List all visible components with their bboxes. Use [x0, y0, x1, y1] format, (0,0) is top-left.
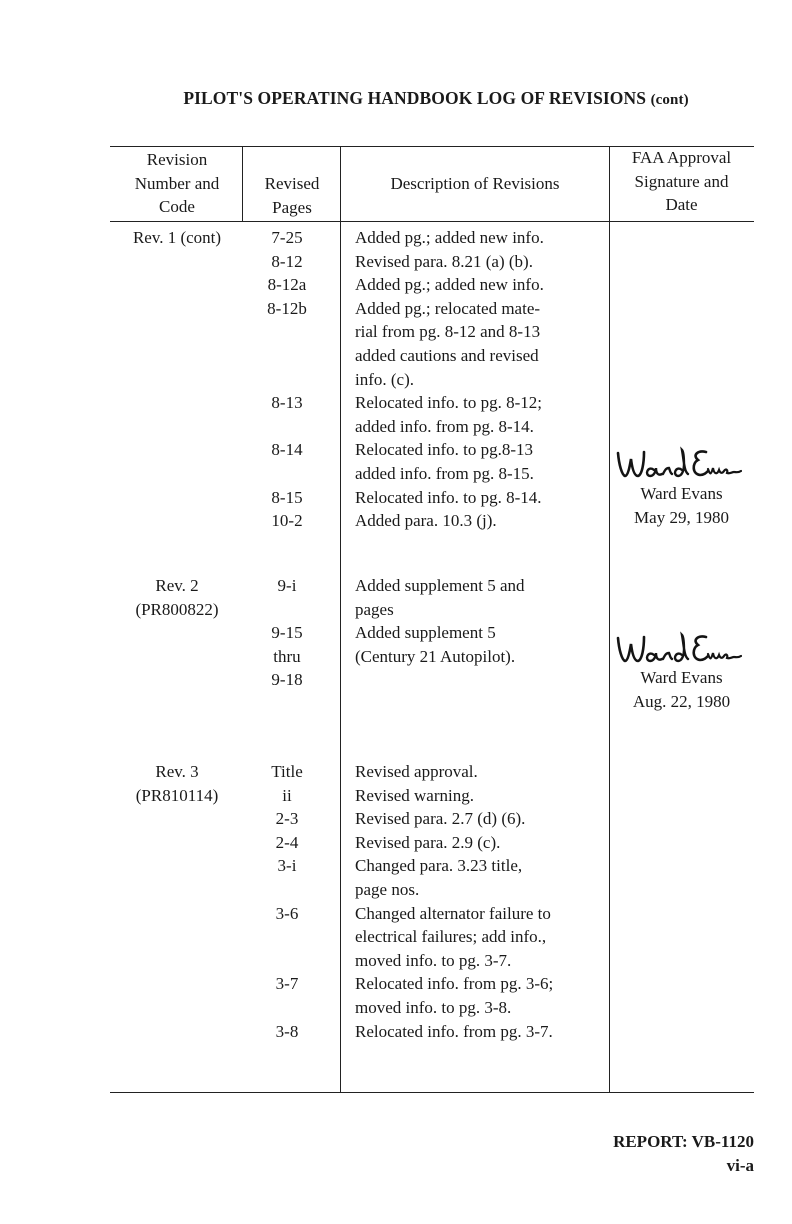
rev1-code-line: Rev. 1 (cont) — [132, 228, 222, 247]
approval-date: May 29, 1980 — [634, 507, 729, 527]
page-ref: 8-13 — [271, 393, 303, 413]
rev3-description — [355, 760, 605, 1043]
description-line: Added supplement 5 and — [355, 576, 525, 595]
page-ref: 7-25 — [271, 228, 303, 247]
header-pages — [242, 172, 342, 219]
description-line: Added pg.; relocated mate- — [355, 298, 541, 318]
description-line: Relocated info. to pg.8-13 — [355, 440, 533, 460]
rev1-pages — [242, 226, 332, 533]
page-ref: 8-14 — [271, 440, 303, 460]
page-ref: 9-i — [277, 576, 297, 595]
page-ref: 3-6 — [275, 903, 299, 923]
rev1-approval — [609, 482, 754, 529]
description-line: moved info. to pg. 3-8. — [355, 997, 512, 1017]
description-line: rial from pg. 8-12 and 8-13 — [355, 322, 541, 342]
description-line: Added supplement 5 — [355, 623, 496, 643]
approver-name: Ward Evans — [640, 668, 723, 687]
rev2-code — [110, 574, 244, 621]
rev3-code-line: Rev. 3 — [155, 762, 199, 781]
page-ref — [242, 368, 332, 392]
page-ref — [242, 415, 332, 439]
description-line: moved info. to pg. 3-7. — [355, 950, 512, 970]
page-ref: 9-15 — [271, 623, 303, 643]
signature-rev2 — [614, 628, 742, 668]
rev2-approval — [609, 666, 754, 713]
description-line: Revised warning. — [355, 785, 474, 805]
page-ref: 8-15 — [271, 487, 303, 507]
rev3-code — [110, 760, 244, 807]
description-line: Revised para. 2.9 (c). — [355, 832, 501, 852]
rev2-code-line: (PR800822) — [135, 599, 219, 619]
rev3-pages — [242, 760, 332, 1043]
page-ref: 8-12b — [267, 298, 307, 318]
header-description-line: Description of Revisions — [390, 174, 560, 193]
header-approval-line: FAA Approval — [631, 148, 732, 167]
description-line: added cautions and revised — [355, 345, 539, 365]
page-title — [0, 88, 792, 109]
page-ref — [242, 344, 332, 368]
header-approval-line: Signature and — [634, 171, 729, 191]
page-ref — [242, 320, 332, 344]
description-line: added info. from pg. 8-14. — [355, 416, 534, 436]
description-line: Added pg.; added new info. — [355, 275, 544, 295]
page-title-text: PILOT'S OPERATING HANDBOOK LOG OF REVISIONS — [183, 88, 647, 108]
description-line: Relocated info. from pg. 3-7. — [355, 1021, 553, 1041]
rev2-code-line: Rev. 2 — [155, 576, 199, 595]
page-ref — [242, 598, 332, 622]
description-line: Revised approval. — [355, 762, 478, 781]
page-number: vi-a — [726, 1155, 754, 1175]
page-ref: 2-4 — [275, 832, 299, 852]
column-divider-3 — [609, 146, 610, 1092]
rev1-code — [110, 226, 244, 250]
page-ref: thru — [273, 646, 301, 666]
page-ref: 10-2 — [271, 511, 303, 531]
report-number: REPORT: VB-1120 — [613, 1132, 754, 1151]
page-ref — [242, 925, 332, 949]
report-footer — [613, 1130, 754, 1177]
page-title-suffix: (cont) — [650, 92, 689, 108]
description-line: added info. from pg. 8-15. — [355, 463, 534, 483]
header-pages-line: Pages — [272, 197, 312, 217]
page-ref: 3-8 — [275, 1021, 299, 1041]
approver-name: Ward Evans — [640, 484, 723, 503]
rev3-code-line: (PR810114) — [135, 785, 219, 805]
description-line: Added pg.; added new info. — [355, 228, 544, 247]
page-ref: 3-7 — [275, 974, 299, 994]
page-ref — [242, 462, 332, 486]
signature-rev1 — [614, 443, 742, 483]
description-line: electrical failures; add info., — [355, 927, 547, 947]
page-ref: 8-12 — [271, 251, 303, 271]
description-line: Added para. 10.3 (j). — [355, 511, 497, 531]
description-line: pages — [355, 599, 394, 619]
page-ref: ii — [282, 785, 292, 805]
rev1-description — [355, 226, 605, 533]
description-line: Revised para. 8.21 (a) (b). — [355, 251, 533, 271]
header-revision-line: Code — [159, 197, 195, 217]
approval-date: Aug. 22, 1980 — [632, 691, 731, 711]
header-approval-line: Date — [665, 195, 698, 215]
description-line: Changed alternator failure to — [355, 903, 551, 923]
page-ref — [242, 949, 332, 973]
header-description — [340, 172, 610, 196]
description-line: Revised para. 2.7 (d) (6). — [355, 809, 526, 829]
header-revision-line: Revision — [146, 150, 208, 169]
page-ref — [242, 878, 332, 902]
rev2-pages — [242, 574, 332, 692]
header-approval — [609, 146, 754, 217]
header-revision — [110, 148, 244, 219]
header-revision-line: Number and — [134, 173, 220, 193]
page-ref: 3-i — [277, 856, 297, 876]
table-bottom-rule — [110, 1092, 754, 1093]
page-ref — [242, 996, 332, 1020]
description-line: page nos. — [355, 879, 420, 899]
description-line: Changed para. 3.23 title, — [355, 856, 523, 876]
page-ref: 2-3 — [275, 809, 299, 829]
page-ref: Title — [271, 762, 303, 781]
rev2-description — [355, 574, 605, 668]
description-line: Relocated info. from pg. 3-6; — [355, 974, 554, 994]
header-pages-line: Revised — [264, 174, 320, 193]
page-ref: 8-12a — [267, 275, 307, 295]
table-header-rule — [110, 221, 754, 222]
description-line: Relocated info. to pg. 8-14. — [355, 487, 542, 507]
description-line: Relocated info. to pg. 8-12; — [355, 393, 542, 413]
page-ref: 9-18 — [271, 670, 303, 690]
description-line: info. (c). — [355, 369, 415, 389]
description-line: (Century 21 Autopilot). — [355, 646, 516, 666]
column-divider-2 — [340, 146, 341, 1092]
